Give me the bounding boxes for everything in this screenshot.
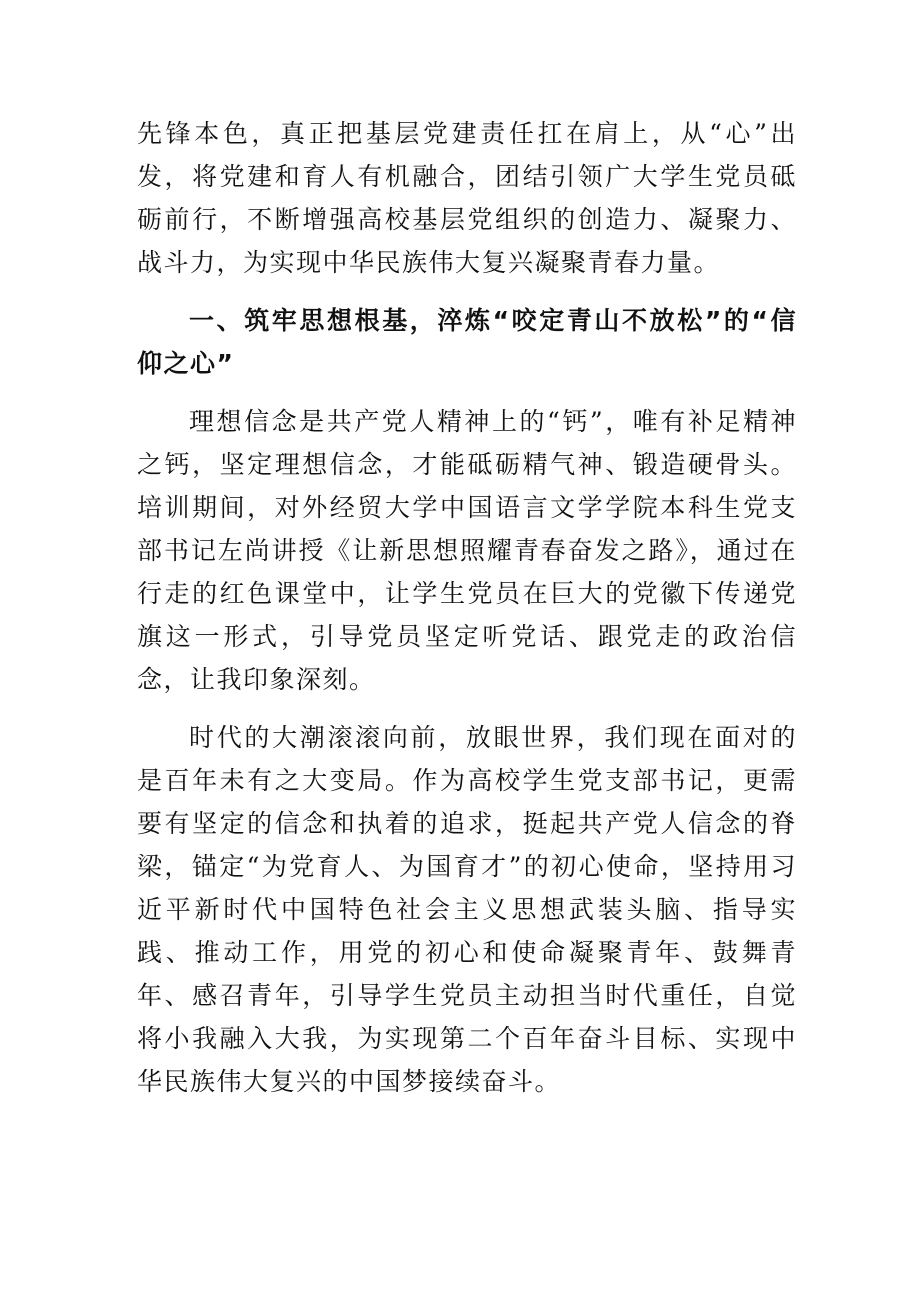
section-heading: 一、筑牢思想根基，淬炼“咬定青山不放松”的“信仰之心” xyxy=(137,306,797,378)
paragraph-continuation: 先锋本色，真正把基层党建责任扛在肩上，从“心”出发，将党建和育人有机融合，团结引领广大学生党员砥砺前行，不断增强高校基层党组织的创造力、凝聚力、战斗力，为实现中华民族伟大复兴凝聚青春力量。 xyxy=(137,119,797,277)
paragraph-ideals: 理想信念是共产党人精神上的“钙”，唯有补足精神之钙，坚定理想信念，才能砥砺精气神、锻造硬骨头。培训期间，对外经贸大学中国语言文学学院本科生党支部书记左尚讲授《让新思想照耀青春奋发之路》，通过在行走的红色课堂中，让学生党员在巨大的党徽下传递党旗这一形式，引导党员坚定听党话、跟党走的政治信念，让我印象深刻。 xyxy=(137,407,797,694)
document-body xyxy=(137,112,797,1103)
paragraph-era: 时代的大潮滚滚向前，放眼世界，我们现在面对的是百年未有之大变局。作为高校学生党支部书记，更需要有坚定的信念和执着的追求，挺起共产党人信念的脊梁，锚定“为党育人、为国育才”的初心使命，坚持用习近平新时代中国特色社会主义思想武装头脑、指导实践、推动工作，用党的初心和使命凝聚青年、鼓舞青年、感召青年，引导学生党员主动担当时代重任，自觉将小我融入大我，为实现第二个百年奋斗目标、实现中华民族伟大复兴的中国梦接续奋斗。 xyxy=(137,723,797,1096)
